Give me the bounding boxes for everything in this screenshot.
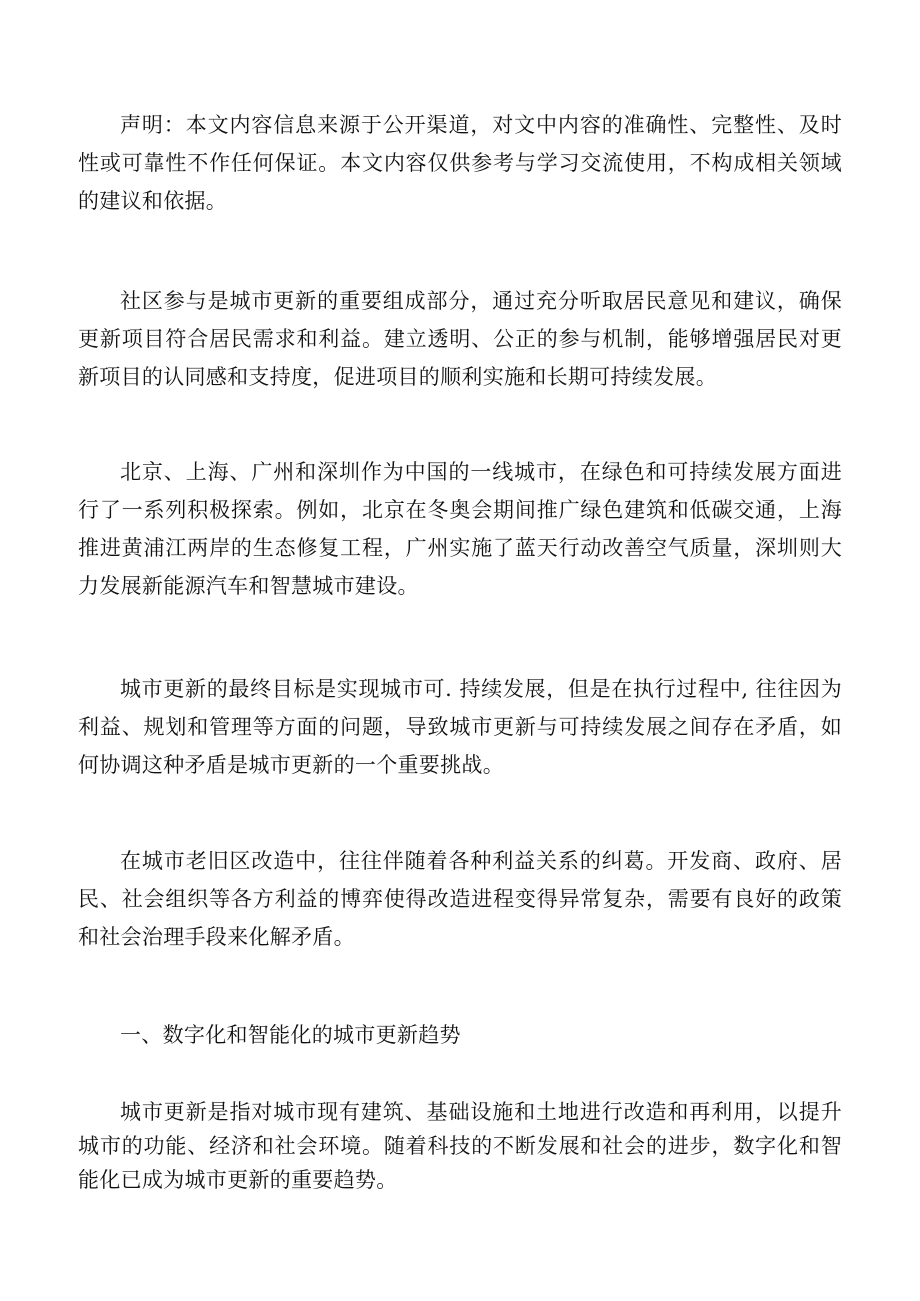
renewal-goal-paragraph: 城市更新的最终目标是实现城市可. 持续发展，但是在执行过程中, 往往因为利益、规划和管理等方面的问题，导致城市更新与可持续发展之间存在矛盾，如何协调这种矛盾是城市更新的一个重要挑战。 [78, 677, 842, 777]
community-participation-paragraph: 社区参与是城市更新的重要组成部分，通过充分听取居民意见和建议，确保更新项目符合居民需求和利益。建立透明、公正的参与机制，能够增强居民对更新项目的认同感和支持度，促进项目的顺利实施和长期可持续发展。 [78, 289, 842, 389]
old-district-paragraph: 在城市老旧区改造中，往往伴随着各种利益关系的纠葛。开发商、政府、居民、社会组织等各方利益的博弈使得改造进程变得异常复杂，需要有良好的政策和社会治理手段来化解矛盾。 [78, 849, 842, 949]
digital-trend-paragraph: 城市更新是指对城市现有建筑、基础设施和土地进行改造和再利用，以提升城市的功能、经济和社会环境。随着科技的不断发展和社会的进步，数字化和智能化已成为城市更新的重要趋势。 [78, 1100, 842, 1192]
first-tier-cities-paragraph: 北京、上海、广州和深圳作为中国的一线城市，在绿色和可持续发展方面进行了一系列积极探索。例如，北京在冬奥会期间推广绿色建筑和低碳交通，上海推进黄浦江两岸的生态修复工程，广州实施了蓝天行动改善空气质量，深圳则大力发展新能源汽车和智慧城市建设。 [78, 460, 842, 598]
disclaimer-paragraph: 声明：本文内容信息来源于公开渠道，对文中内容的准确性、完整性、及时性或可靠性不作任何保证。本文内容仅供参考与学习交流使用，不构成相关领域的建议和依据。 [78, 113, 842, 213]
section-heading: 一、数字化和智能化的城市更新趋势 [120, 1023, 461, 1047]
